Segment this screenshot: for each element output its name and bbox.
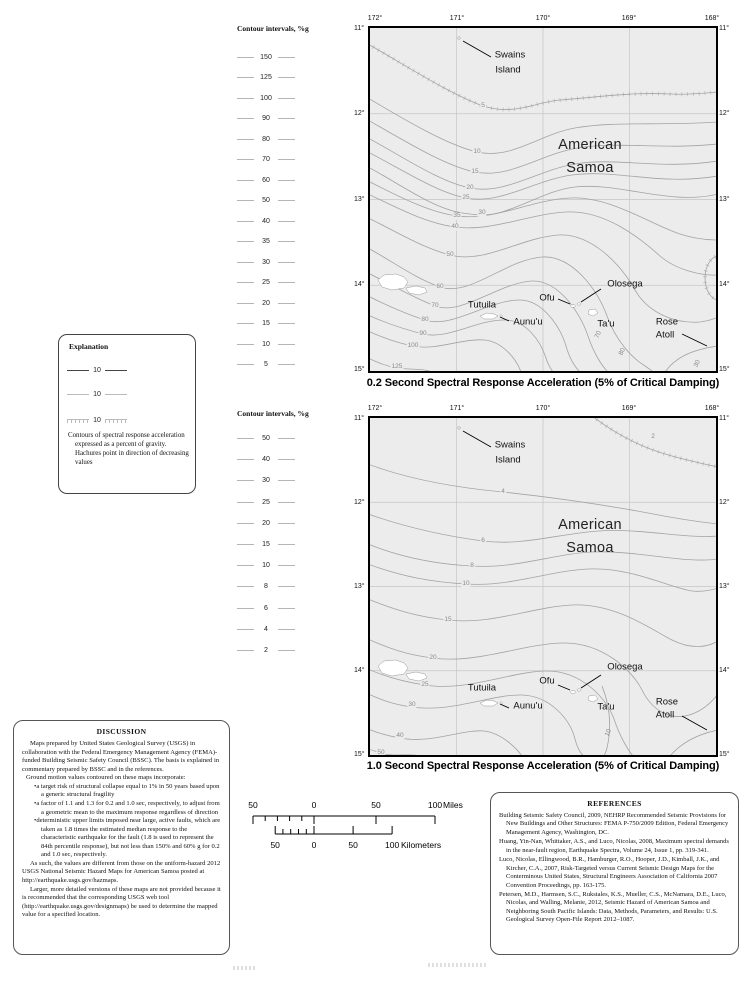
lat-label: 12° [354, 110, 365, 117]
lon-label: 170° [535, 15, 551, 22]
contour-sample-line [278, 77, 295, 78]
contour-sample-line [237, 502, 254, 503]
references-body [491, 812, 738, 925]
contour-label: 90 [419, 329, 427, 337]
map-02s-title: 0.2 Second Spectral Response Acceleration (5% of Critical Damping) [366, 377, 720, 389]
contour-sample-line [278, 650, 295, 651]
discussion-body [14, 740, 229, 920]
island-label-rose: Rose [655, 316, 679, 328]
contour-sample-line [278, 629, 295, 630]
contour-label: 6 [481, 536, 485, 544]
legend-item [237, 534, 295, 555]
contour-label: 20 [429, 653, 437, 661]
island-label-rose: Rose [655, 696, 679, 708]
legend-value: 25 [262, 498, 270, 506]
contour-label: 8 [470, 561, 474, 569]
contour-sample-line [278, 57, 295, 58]
lat-label: 15° [354, 366, 365, 373]
contour-label: 30 [692, 358, 703, 369]
contour-sample-line [237, 459, 254, 460]
lat-label: 15° [354, 751, 365, 758]
legend-value: 35 [262, 238, 270, 246]
contour-sample-line [278, 323, 295, 324]
contour-sample-line [278, 262, 295, 263]
contour-label: 80 [421, 315, 429, 323]
legend-item [237, 47, 295, 68]
contour-label: 40 [396, 731, 404, 739]
lat-label: 11° [354, 25, 365, 32]
scale-km-labels [270, 840, 441, 850]
legend-value: 100 [260, 94, 272, 102]
legend-item [237, 314, 295, 335]
explanation-sample-dark [67, 367, 127, 374]
contour-sample-line [237, 200, 254, 201]
legend-item [237, 273, 295, 294]
legend-item [237, 492, 295, 513]
lat-label: 15° [719, 751, 730, 758]
discussion-paragraph: Ground motion values contoured on these maps incorporate: [26, 774, 186, 782]
legend-value: 70 [262, 156, 270, 164]
leader-lines [463, 431, 707, 730]
lon-label: 168° [704, 405, 720, 412]
lat-label: 13° [354, 583, 365, 590]
contour-sample-line [278, 344, 295, 345]
lat-label: 11° [354, 415, 365, 422]
contour-sample-line [278, 502, 295, 503]
contour-sample-line [237, 77, 254, 78]
sample-value: 10 [93, 391, 101, 398]
lon-label: 170° [535, 405, 551, 412]
contour-label: 100 [407, 341, 419, 349]
legend-02s-title: Contour intervals, %g [237, 24, 309, 33]
legend-item [237, 334, 295, 355]
contour-label: 25 [421, 680, 429, 688]
legend-item [237, 428, 295, 449]
lon-label: 172° [367, 15, 383, 22]
sample-value: 10 [93, 367, 101, 374]
hachured-contour-sample [105, 419, 127, 423]
scale-miles-labels [248, 800, 463, 810]
lat-label: 14° [354, 667, 365, 674]
contour-sample-line [237, 118, 254, 119]
explanation-title: Explanation [69, 342, 109, 351]
legend-value: 15 [262, 541, 270, 549]
contour-sample-line [237, 438, 254, 439]
map-02s [368, 26, 718, 373]
legend-value: 6 [264, 604, 268, 612]
island-swains [458, 427, 461, 430]
lon-label: 168° [704, 15, 720, 22]
scale-value: 50 [270, 840, 280, 850]
contour-sample-line [237, 159, 254, 160]
legend-value: 25 [262, 279, 270, 287]
explanation-box [58, 334, 196, 494]
region-label: American [558, 516, 622, 533]
contour-sample-line [278, 118, 295, 119]
legend-value: 20 [262, 519, 270, 527]
contour-sample-line [237, 523, 254, 524]
contour-label: 125 [391, 362, 403, 370]
contour-label: 4 [501, 487, 505, 495]
legend-item [237, 232, 295, 253]
region-label: American [558, 136, 622, 153]
legend-item [237, 513, 295, 534]
scale-value: 50 [248, 800, 258, 810]
contour-sample-line [105, 394, 127, 395]
contour-sample-line [237, 586, 254, 587]
contour-label: 80 [617, 346, 628, 357]
contour-sample-line [278, 565, 295, 566]
lat-label: 12° [354, 499, 365, 506]
island-label-aunuu: Aunu'u [513, 700, 543, 712]
legend-item [237, 293, 295, 314]
island-label-rose: Atoll [655, 329, 675, 341]
contour-label: 35 [453, 211, 461, 219]
contour-sample-line [278, 241, 295, 242]
legend-item [237, 211, 295, 232]
island-label-ofu: Ofu [539, 292, 555, 304]
legend-item [237, 170, 295, 191]
reference-item: Huang, Yin-Nan, Whittaker, A.S., and Luco, Nicolas, 2008, Maximum spectral demands in the near-fault region, Earthquake Spectra, Volume 24, Issue 1, pp. 319-341. [499, 838, 729, 854]
island-upolu [406, 286, 427, 295]
legend-item [237, 68, 295, 89]
island-ofu [571, 691, 576, 694]
lat-label: 12° [719, 499, 730, 506]
island-label-ofu: Ofu [539, 675, 555, 687]
leader-lines [463, 41, 707, 346]
legend-item [237, 109, 295, 130]
contour-sample-line [67, 370, 89, 371]
region-label: Samoa [566, 539, 614, 556]
contour-sample-line [278, 221, 295, 222]
contour-sample-line [237, 241, 254, 242]
contour-sample-line [278, 586, 295, 587]
legend-value: 40 [262, 217, 270, 225]
legend-item [237, 640, 295, 661]
contour-sample-line [237, 650, 254, 651]
island-label-swains: Swains [494, 49, 526, 61]
scale-value: 50 [348, 840, 358, 850]
scale-unit: Kilometers [401, 840, 442, 850]
contour-sample-line [278, 480, 295, 481]
reference-item: Building Seismic Safety Council, 2009, NEHRP Recommended Seismic Provisions for New Buildings and Other Structures: FEMA P-750/2009 Edition, Federal Emergency Management Agency, Washington, DC. [499, 812, 729, 836]
legend-value: 10 [262, 340, 270, 348]
sample-value: 10 [93, 417, 101, 424]
discussion-paragraph: Larger, more detailed versions of these maps are not provided because it is recommended that the corresponding USGS web tool (http://earthquake.usgs.gov/designmaps) be used to determine the mapped value for a specified location. [22, 885, 221, 919]
lat-label: 15° [719, 366, 730, 373]
lat-label: 11° [719, 25, 730, 32]
island-olosega [577, 303, 581, 305]
legend-value: 150 [260, 53, 272, 61]
contour-sample-line [237, 57, 254, 58]
legend-item [237, 449, 295, 470]
legend-item [237, 355, 295, 376]
scale-value: 0 [311, 800, 317, 810]
island-label-tutuila: Tutuila [467, 299, 497, 311]
legend-02s [237, 47, 295, 375]
lon-label: 171° [449, 15, 465, 22]
contour-sample-line [237, 98, 254, 99]
hachures [705, 256, 716, 300]
legend-item [237, 470, 295, 491]
contour-label: 2 [651, 432, 655, 440]
island-label-swains: Swains [494, 439, 526, 451]
lat-label: 11° [719, 415, 730, 422]
legend-item [237, 150, 295, 171]
lon-label: 169° [621, 405, 637, 412]
explanation-note: Contours of spectral response acceleration expressed as a percent of gravity. Hachures point in direction of decreasing values [68, 432, 189, 467]
scale-value: 100 [427, 800, 443, 810]
legend-value: 40 [262, 456, 270, 464]
discussion-paragraph: As such, the values are different from those on the uniform-hazard 2012 USGS National Seismic Hazard Maps for American Samoa posted at http://earthquake.usgs.gov/hazmaps. [22, 859, 221, 884]
lat-label: 12° [719, 110, 730, 117]
contour-sample-line [237, 565, 254, 566]
explanation-sample-light [67, 391, 127, 398]
island-ofu [571, 305, 576, 308]
contour-sample-line [237, 344, 254, 345]
lon-label: 169° [621, 15, 637, 22]
scale-miles-bar [253, 816, 435, 824]
contour-label: 5 [481, 101, 485, 109]
scale-value: 100 [385, 840, 400, 850]
reference-item: Luco, Nicolas, Ellingwood, B.R., Hamburger, R.O., Hooper, J.D., Kimball, J.K., and Kircher, C.A., 2007, Risk-Targeted versus Current Seismic Design Maps for the Conterminous United States, Structural Engineers Association of California 2007 Convention Proceedings, pp. 163-175. [499, 856, 720, 889]
island-label-tau: Ta'u [597, 318, 615, 330]
illegible-fine-print [428, 963, 486, 967]
lat-label: 14° [719, 667, 730, 674]
island-tau [588, 309, 598, 316]
island-label-tau: Ta'u [597, 701, 615, 713]
explanation-sample-hachured [67, 417, 127, 424]
legend-value: 50 [262, 197, 270, 205]
scale-value: 50 [371, 800, 381, 810]
contour-sample-line [237, 608, 254, 609]
discussion-bullet: • a target risk of structural collapse equal to 1% in 50 years based upon a generic structural fragility [34, 783, 221, 800]
contour-sample-line [237, 629, 254, 630]
legend-value: 50 [262, 435, 270, 443]
contour-sample-line [237, 282, 254, 283]
island-label-swains: Island [495, 454, 521, 466]
contour-label: 70 [593, 329, 604, 340]
contour-sample-line [278, 523, 295, 524]
legend-value: 20 [262, 299, 270, 307]
contour-label: 30 [408, 700, 416, 708]
lat-label: 13° [354, 196, 365, 203]
contour-sample-line [67, 394, 89, 395]
scale-km-bar [275, 826, 392, 834]
lat-label: 13° [719, 196, 730, 203]
contour-sample-line [278, 180, 295, 181]
island-label-olosega: Olosega [607, 278, 643, 290]
contour-sample-line [237, 139, 254, 140]
contour-label: 50 [377, 748, 385, 756]
contour-sample-line [278, 200, 295, 201]
legend-value: 5 [264, 361, 268, 369]
island-label-tutuila: Tutuila [467, 682, 497, 694]
references-box [490, 792, 739, 955]
island-savaii [378, 274, 408, 290]
island-label-aunuu: Aunu'u [513, 316, 543, 328]
legend-item [237, 252, 295, 273]
lat-label: 14° [719, 281, 730, 288]
contour-sample-line [278, 544, 295, 545]
legend-10s-title: Contour intervals, %g [237, 409, 309, 418]
legend-value: 30 [262, 477, 270, 485]
contour-sample-line [278, 608, 295, 609]
island-upolu [406, 672, 427, 681]
contour-label: 50 [446, 250, 454, 258]
contour-label: 15 [471, 167, 479, 175]
legend-item [237, 576, 295, 597]
legend-value: 30 [262, 258, 270, 266]
contour-sample-line [278, 98, 295, 99]
legend-value: 4 [264, 625, 268, 633]
lat-label: 14° [354, 281, 365, 288]
contour-sample-line [278, 159, 295, 160]
legend-10s [237, 428, 295, 661]
contour-sample-line [278, 139, 295, 140]
contour-sample-line [237, 480, 254, 481]
discussion-title: DISCUSSION [96, 727, 147, 736]
discussion-bullets [22, 783, 221, 860]
discussion-paragraph: Maps prepared by United States Geological Survey (USGS) in collaboration with the Federal Emergency Management Agency (FEMA)-funded Building Seismic Safety Council (BSSC). The basis is explained in commentary prepared by BSSC and in the references. [22, 740, 220, 773]
island-label-olosega: Olosega [607, 661, 643, 673]
legend-value: 10 [262, 562, 270, 570]
lat-label: 13° [719, 583, 730, 590]
island-tutuila [480, 313, 498, 319]
legend-item [237, 129, 295, 150]
contour-label: 30 [478, 208, 486, 216]
reference-item: Petersen, M.D., Harmsen, S.C., Rukstales, K.S., Mueller, C.S., McNamara, D.E., Luco, Nicolas, and Walling, Melanie, 2012, Seismic Hazard of American Samoa and Neighboring South Pacific Islands: Data, Methods, Parameters, and Results: U.S. Geological Survey Open-File Report 2012–1087. [499, 890, 727, 924]
legend-item [237, 191, 295, 212]
legend-item [237, 619, 295, 640]
scale-bar [243, 798, 478, 860]
lon-label: 172° [367, 405, 383, 412]
island-olosega [577, 689, 581, 691]
contour-label: 15 [444, 615, 452, 623]
contour-sample-line [237, 180, 254, 181]
contour-sample-line [278, 282, 295, 283]
contour-label: 10 [603, 727, 614, 738]
map-10s-title: 1.0 Second Spectral Response Acceleration (5% of Critical Damping) [366, 760, 720, 772]
contour-sample-line [278, 438, 295, 439]
discussion-box [13, 720, 230, 955]
discussion-bullet: • deterministic upper limits imposed near large, active faults, which are taken as 1.8 times the estimated median response to the characteristic earthquake for the fault (1.8 is used to represent the 84th percentile response), but not less than 150% and 60% g for 0.2 and 1.0 sec, respectively. [34, 817, 221, 860]
legend-value: 90 [262, 115, 270, 123]
island-swains [458, 37, 461, 40]
contour-label: 10 [462, 579, 470, 587]
contour-sample-line [105, 370, 127, 371]
contour-sample-line [237, 364, 254, 365]
legend-value: 8 [264, 583, 268, 591]
contour-sample-line [278, 364, 295, 365]
legend-item [237, 88, 295, 109]
island-label-rose: Atoll [655, 709, 675, 721]
island-tutuila [480, 700, 498, 706]
contour-label: 10 [473, 147, 481, 155]
legend-value: 60 [262, 176, 270, 184]
contour-label: 70 [431, 301, 439, 309]
contour-label: 25 [462, 193, 470, 201]
hachures [592, 418, 716, 467]
contour-sample-line [237, 221, 254, 222]
island-savaii [378, 660, 408, 676]
scale-unit: Miles [443, 800, 463, 810]
references-title: REFERENCES [587, 799, 642, 808]
contour-sample-line [278, 459, 295, 460]
island-label-swains: Island [495, 64, 521, 76]
map-10s [368, 416, 718, 757]
contour-sample-line [237, 323, 254, 324]
legend-value: 125 [260, 74, 272, 82]
legend-item [237, 555, 295, 576]
legend-item [237, 598, 295, 619]
contour-label: 40 [451, 222, 459, 230]
illegible-fine-print [233, 966, 257, 970]
contour-sample-line [237, 544, 254, 545]
contour-sample-line [278, 303, 295, 304]
scale-value: 0 [311, 840, 317, 850]
contour-label: 60 [436, 282, 444, 290]
legend-value: 15 [262, 320, 270, 328]
legend-value: 2 [264, 646, 268, 654]
contour-sample-line [237, 262, 254, 263]
region-label: Samoa [566, 159, 614, 176]
contour-sample-line [237, 303, 254, 304]
contour-label: 20 [466, 183, 474, 191]
hachured-contour-sample [67, 419, 89, 423]
lon-label: 171° [449, 405, 465, 412]
legend-value: 80 [262, 135, 270, 143]
discussion-bullet: • a factor of 1.1 and 1.3 for 0.2 and 1.0 sec, respectively, to adjust from a geometric mean to the maximum response regardless of direction [34, 800, 221, 817]
